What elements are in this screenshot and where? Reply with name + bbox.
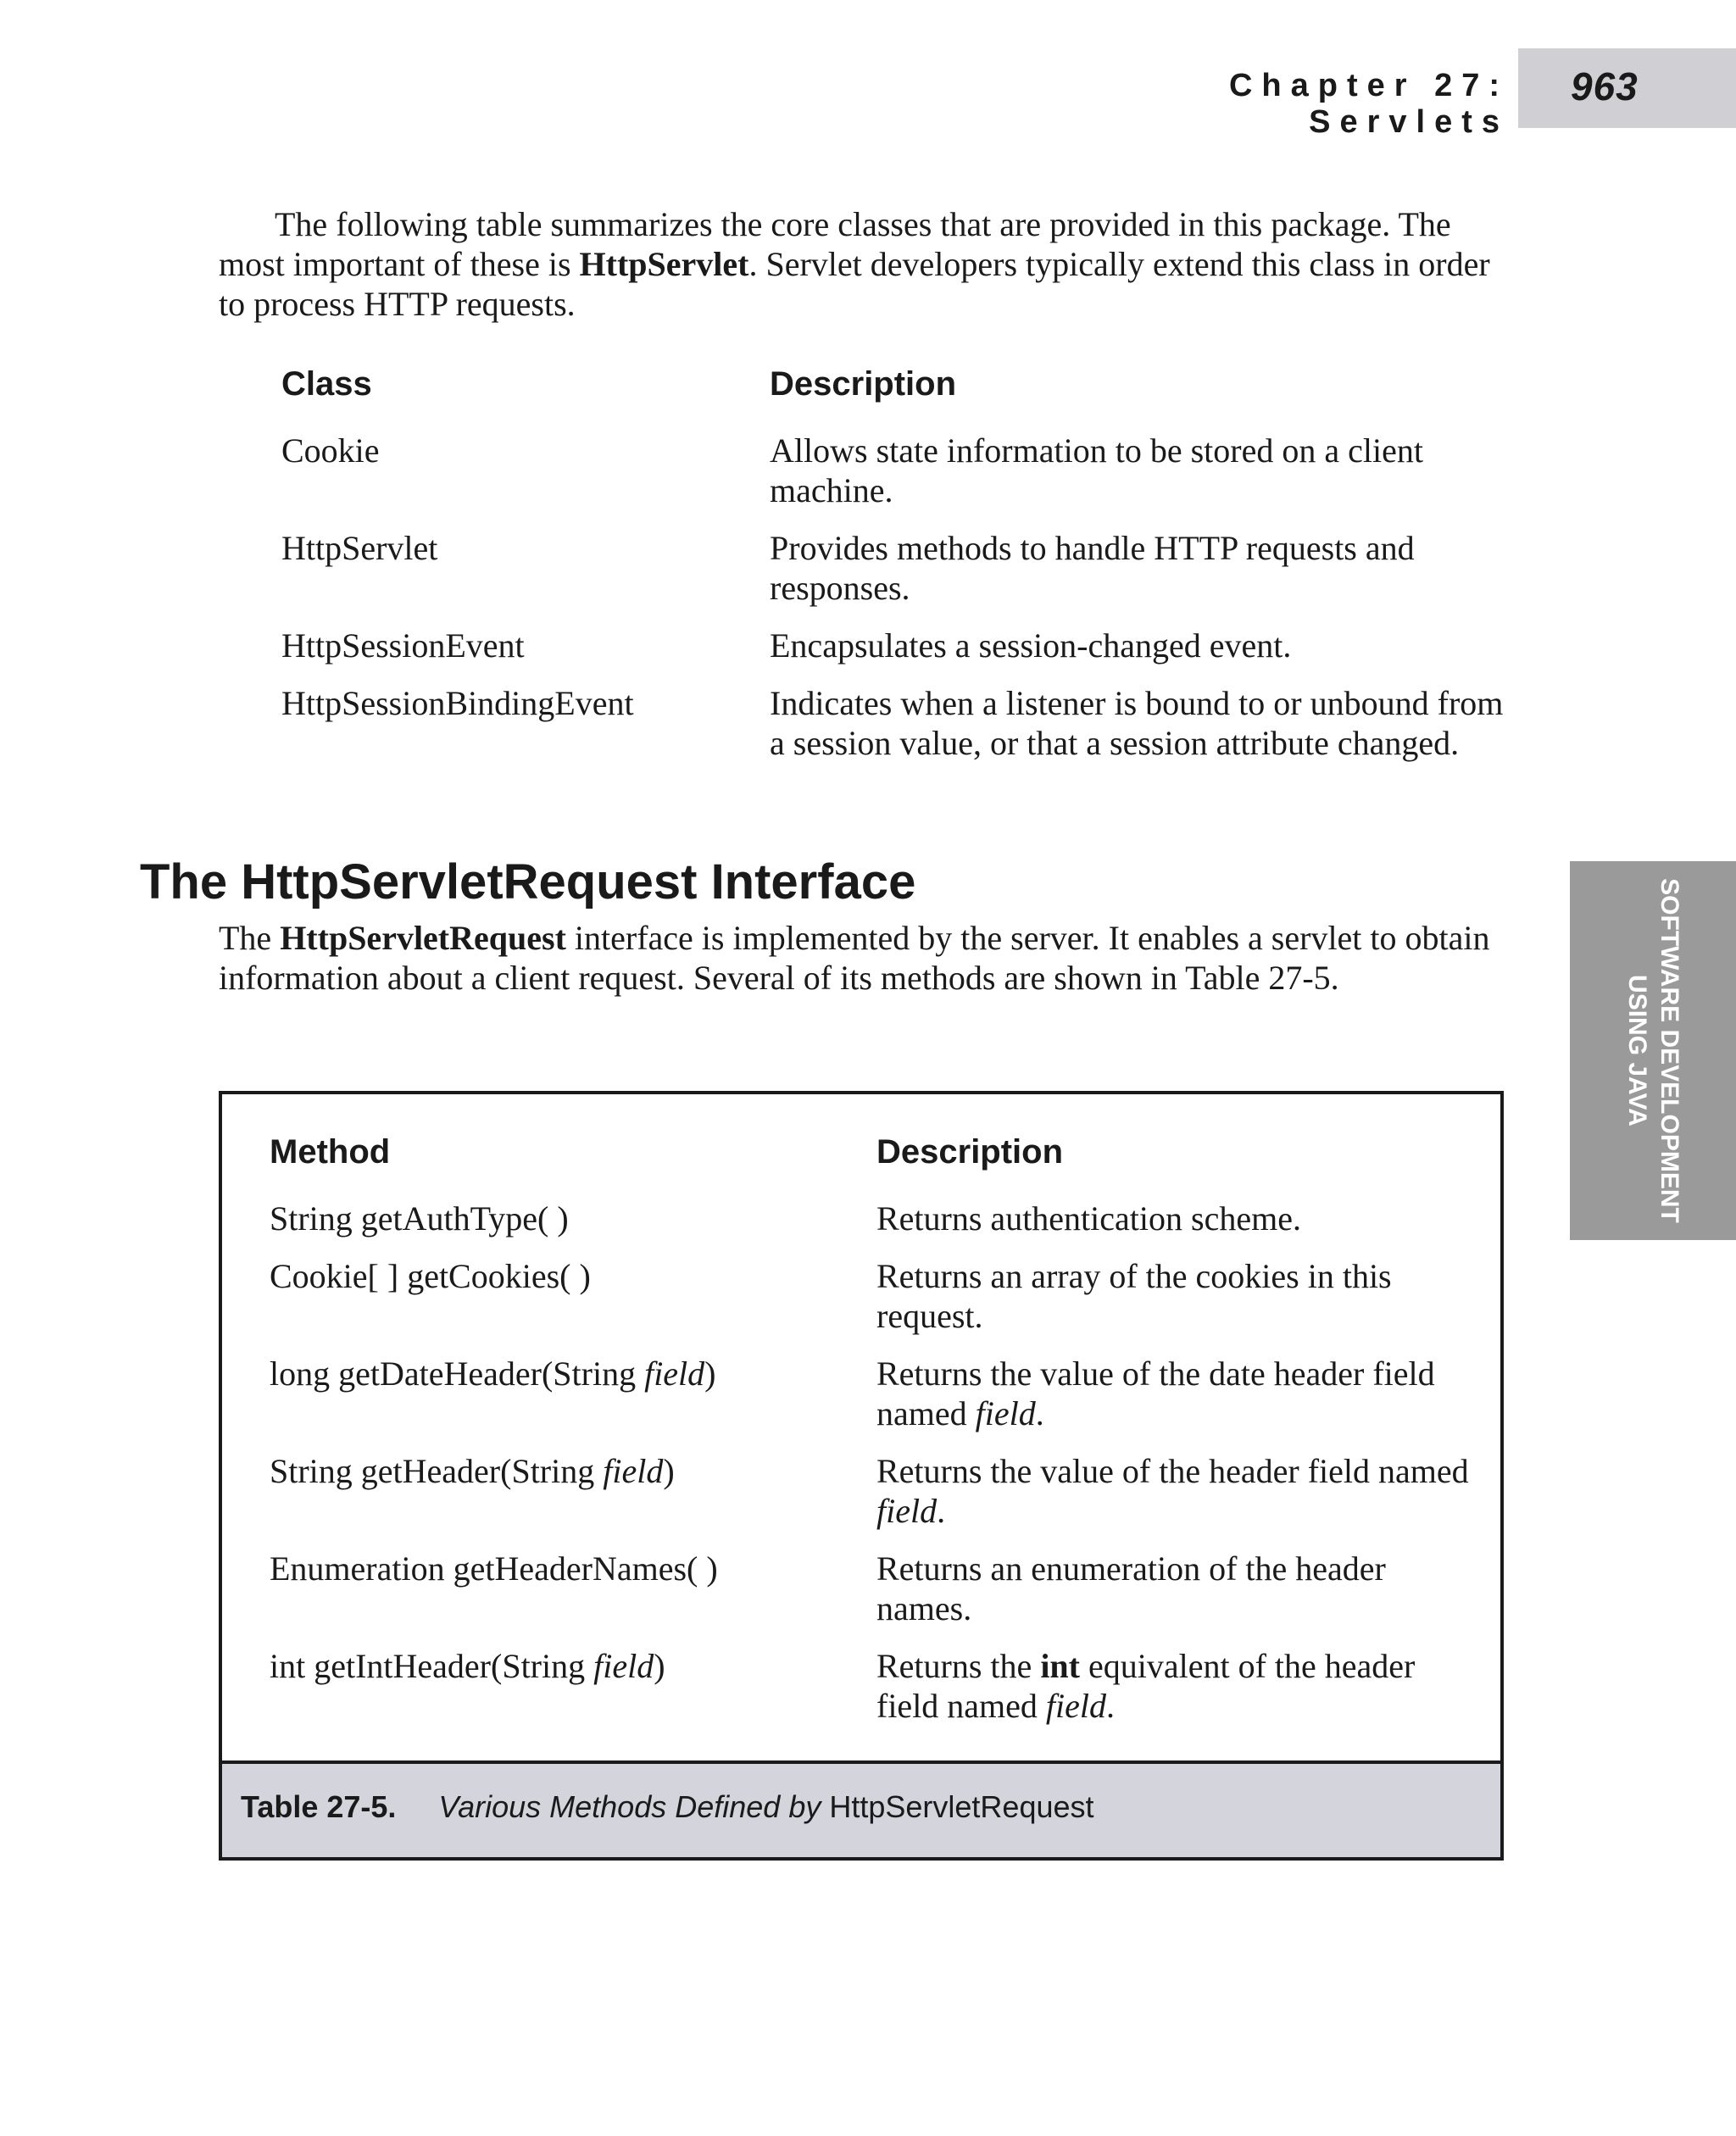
method-description: Returns authentication scheme. (876, 1199, 1301, 1238)
method-description-mid: equivalent of the header field named (876, 1647, 1416, 1725)
section-heading: The HttpServletRequest Interface (140, 854, 916, 909)
method-signature: Cookie[ ] getCookies( ) (270, 1257, 591, 1295)
table-caption-text: Various Methods Defined by (438, 1789, 821, 1824)
method-description-param: field (876, 1492, 938, 1530)
method-signature: String getAuthType( ) (270, 1199, 569, 1238)
method-table-cell-description (876, 1646, 1470, 1726)
method-description: Returns the (876, 1647, 1041, 1685)
class-table-cell-description: Encapsulates a session-changed event. (770, 626, 1292, 665)
page-number: 963 (1571, 64, 1639, 108)
method-table-cell-description (876, 1354, 1470, 1433)
table-caption-name: HttpServletRequest (829, 1789, 1094, 1824)
method-signature: long getDateHeader(String (270, 1354, 645, 1393)
interface-text-2: interface is implemented by the server. It enables a servlet to obtain information about a client request. Several of its methods are shown in Table 27-5. (219, 919, 1490, 997)
running-header: Chapter 27: Servlets (1228, 68, 1509, 140)
side-tab-line1: SOFTWARE DEVELOPMENT (1655, 878, 1683, 1223)
method-description-bold: int (1040, 1647, 1080, 1685)
method-description: Returns an enumeration of the header names. (876, 1549, 1386, 1627)
method-signature: String getHeader(String (270, 1452, 604, 1490)
method-table-cell-description (876, 1256, 1470, 1336)
method-description-param: field (1045, 1687, 1107, 1725)
side-tab (1570, 861, 1736, 1240)
method-table-header-method: Method (270, 1133, 391, 1171)
interface-bold-term: HttpServletRequest (280, 919, 566, 957)
method-description: Returns the value of the header field named (876, 1452, 1469, 1490)
method-param: field (603, 1452, 664, 1490)
intro-text-2: . Servlet developers typically extend this class in order to process HTTP requests. (219, 245, 1490, 323)
side-tab-line2: USING JAVA (1623, 975, 1651, 1126)
method-table-body (222, 1094, 1500, 1764)
method-signature: int getIntHeader(String (270, 1647, 594, 1685)
side-tab-text (1570, 861, 1736, 1240)
method-param: field (593, 1647, 654, 1685)
class-table-cell-class: HttpServlet (281, 529, 438, 567)
method-table-cell-method (270, 1451, 863, 1491)
method-table-header-description: Description (876, 1133, 1064, 1171)
method-table-cell-method (270, 1199, 863, 1238)
table-caption-bar (222, 1764, 1500, 1857)
table-caption-label: Table 27-5. (241, 1789, 397, 1824)
method-table-cell-description (876, 1199, 1470, 1238)
class-table-cell-description: Provides methods to handle HTTP requests and responses. (770, 529, 1415, 607)
method-param: field (644, 1354, 705, 1393)
interface-paragraph (219, 918, 1507, 998)
method-table-cell-description (876, 1451, 1470, 1531)
table-caption (241, 1789, 1094, 1825)
intro-text-1: The following table summarizes the core classes that are provided in this package. The most important of these is (219, 205, 1451, 283)
class-table-header-class: Class (281, 365, 372, 403)
method-description: Returns the value of the date header field named (876, 1354, 1435, 1432)
method-description-end: . (1035, 1394, 1044, 1432)
method-table-cell-method (270, 1549, 863, 1588)
method-signature-end: ) (663, 1452, 675, 1490)
method-description-end: . (1106, 1687, 1116, 1725)
method-table-cell-method (270, 1646, 863, 1686)
method-signature: Enumeration getHeaderNames( ) (270, 1549, 718, 1588)
interface-text-1: The (219, 919, 281, 957)
method-description: Returns an array of the cookies in this request. (876, 1257, 1392, 1335)
class-table-cell-description: Allows state information to be stored on a client machine. (770, 431, 1423, 509)
method-description-param: field (975, 1394, 1036, 1432)
class-table-cell-class: Cookie (281, 431, 380, 470)
intro-paragraph (219, 204, 1507, 324)
method-table (219, 1091, 1504, 1861)
intro-bold-term: HttpServlet (579, 245, 749, 283)
page-number-box (1518, 48, 1736, 128)
method-table-cell-description (876, 1549, 1470, 1628)
class-table-cell-description: Indicates when a listener is bound to or unbound from a session value, or that a session attribute changed. (770, 684, 1504, 762)
class-table-cell-class: HttpSessionEvent (281, 626, 525, 665)
method-signature-end: ) (654, 1647, 665, 1685)
method-description-end: . (937, 1492, 946, 1530)
method-table-cell-method (270, 1354, 863, 1393)
method-table-cell-method (270, 1256, 863, 1296)
method-signature-end: ) (704, 1354, 716, 1393)
class-table-cell-class: HttpSessionBindingEvent (281, 684, 634, 722)
class-table-header-description: Description (770, 365, 957, 403)
